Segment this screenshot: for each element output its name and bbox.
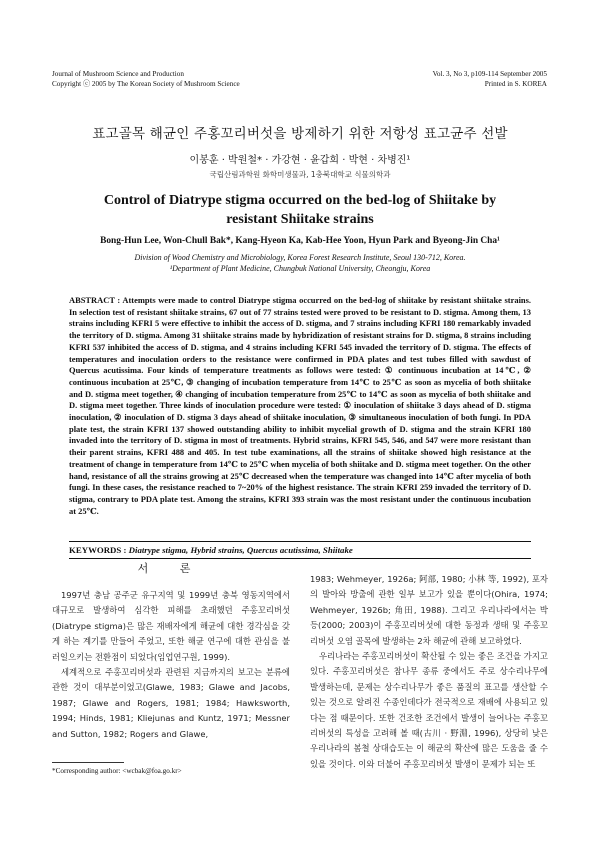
journal-header-left [52,69,240,89]
body-column-right [310,572,548,772]
corresponding-author-footnote: *Corresponding author: <wcbak@foa.go.kr> [52,767,182,775]
keywords-bottom-rule [69,558,531,559]
section-heading-introduction: 서 론 [137,562,205,575]
journal-name: Journal of Mushroom Science and Production [52,70,184,78]
korean-affiliation: 국립산림과학원 화학미생물과, 1충북대학교 식물의학과 [209,170,391,179]
keywords-label: KEYWORDS : [69,545,127,555]
affiliation-1: Division of Wood Chemistry and Microbiology, Korea Forest Research Institute, Seoul 130-712, Korea. [134,253,466,262]
abstract-text: Attempts were made to control Diatrype stigma occurred on the bed-log of shiitake by resistant shiitake strains. In selection test of resistant shiitake strains, 67 out of 77 strains tested were proved to be resistant to D. stigma. Among them, 13 strains including KFRI 5 were effective to inhibit the access of D. stigma, and 7 strains including KFRI 180 remarkably invaded the territory of D. stigma. Among 31 shiitake strains made by hybridization of resistant strains for D. stigma, 8 strains including KFRI 537 inhibited the access of D. stigma, and 4 strains including KFRI 545 invaded the territory of D. stigma. The effects of temperatures and inoculation orders to the resistance were confirmed in PDA plates and test tubes filled with sawdust of Quercus acutissima. Four kinds of temperature treatments as follows were tested: ① continuous incubation at 14℃, ② continuous incubation at 25℃, ③ changing of incubation temperature from 14℃ to 25℃ as soon as mycelia of both shiitake and D. stigma meet together, ④ changing of incubation temperature from 25℃ to 14℃ as soon as mycelia of both shiitake and D. stigma meet together. Three kinds of inoculation procedure were tested: ① inoculation of shiitake 3 days ahead of D. stigma inoculation, ② inoculation of D. stigma 3 days ahead of shiitake inoculation, ③ simultaneous inoculation of both fungi. In PDA plate test, the strain KFRI 137 showed outstanding ability to inhibit mycelial growth of D. stigma and the strain KFRI 180 invaded into the territory of D. stigma in most of treatments. Hybrid strains, KFRI 545, 546, and 547 were more resistant than their parent strains, KFRI 488 and 405. In test tube examinations, all the strains of shiitake showed high resistance at the treatment of change in temperature from 14℃ to 25℃ when mycelia of both shiitake and D. stigma meet together. On the other hand, resistance of all the strains growing at 25℃ decreased when the temperature was changed into 14℃ after mycelia of both fungi. In these cases, the resistance reached to 7~20% of the highest resistance. The strain KFRI 259 invaded the territory of D. stigma, contrary to PDA plate test. Among the strains, KFRI 393 strain was the most resistant under the continuous incubation at 25℃. [69,295,532,516]
keywords [69,545,353,555]
abstract-label: ABSTRACT : [69,295,121,305]
printed-location: Printed in S. KOREA [484,80,547,88]
keywords-text: Diatrype stigma, Hybrid strains, Quercus acutissima, Shiitake [128,545,353,555]
korean-authors: 이봉훈 · 박원철* · 가강현 · 윤갑희 · 박현 · 차병진¹ [189,155,411,166]
intro-paragraph-1: 1997년 충남 공주군 유구지역 및 1999년 충북 영동지역에서 대규모로 발생하여 심각한 피해를 초래했던 주홍꼬리버섯(Diatrype stigma)은 많은 재배자에게 해균에 대한 경각심을 갖게 하는 계기를 만들어 주었고, 또한 해균 연구에 대한 관심을 불러일으키는 전환점이 되었다(임업연구원, 1999). [52,590,290,662]
intro-paragraph-2-continued: 1983; Wehmeyer, 1926a; 阿部, 1980; 小林 等, 1992), 포자의 발아와 방출에 관한 일부 보고가 있을 뿐이다(Ohira, 1974; Wehmeyer, 1926b; 角田, 1988). 그리고 우리나라에서는 박 등(2000; 2003)이 주홍꼬리버섯에 대한 동정과 생태 및 주홍꼬리버섯 오염 골목에 발생하는 2차 해균에 관해 보고하였다. [310,574,548,646]
footnote-rule [52,762,124,763]
english-affiliations [0,252,600,274]
english-authors: Bong-Hun Lee, Won-Chull Bak*, Kang-Hyeon Ka, Kab-Hee Yoon, Hyun Park and Byeong-Jin Cha¹ [100,236,500,246]
english-title: Control of Diatrype stigma occurred on the bed-log of Shiitake by resistant Shiitake strains [103,193,497,227]
korean-title: 표고골목 해균인 주홍꼬리버섯을 방제하기 위한 저항성 표고균주 선발 [92,126,508,142]
keywords-top-rule [69,541,531,542]
body-column-left [52,588,290,742]
copyright-line: Copyright ⓒ 2005 by The Korean Society of Mushroom Science [52,80,240,88]
journal-header-right [433,69,547,89]
intro-paragraph-3: 우리나라는 주홍꼬리버섯이 확산될 수 있는 좋은 조건을 가지고 있다. 주홍꼬리버섯은 참나무 종류 중에서도 주로 상수리나무에 발생하는데, 문제는 상수리나무가 좋은 품질의 표고를 생산할 수 있는 것으로 알려진 수종인데다가 전국적으로 재배에 사용되고 있다는 점 때문이다. 또한 건조한 조건에서 발생이 늘어나는 주홍꼬리버섯의 특성을 고려해 볼 때(古川 · 野淵, 1996), 상당히 낮은 우리나라의 봄철 상대습도는 이 해균의 확산에 많은 도움을 줄 수 있을 것이다. 이와 더불어 주홍꼬리버섯 발생이 문제가 되는 또 [310,651,548,769]
volume-info: Vol. 3, No 3, p109-114 September 2005 [432,70,547,78]
affiliation-2: ¹Department of Plant Medicine, Chungbuk National University, Cheongju, Korea [169,264,431,273]
abstract [69,295,531,517]
intro-paragraph-2: 세계적으로 주홍꼬리버섯과 관련된 지금까지의 보고는 분류에 관한 것이 대부분이었고(Glawe, 1983; Glawe and Jacobs, 1987; Glawe and Rogers, 1981; 1984; Hawksworth, 1994; Hinds, 1981; Kliejunas and Kuntz, 1971; Messner and Sutton, 1982; Rogers and Glawe, [52,667,290,739]
